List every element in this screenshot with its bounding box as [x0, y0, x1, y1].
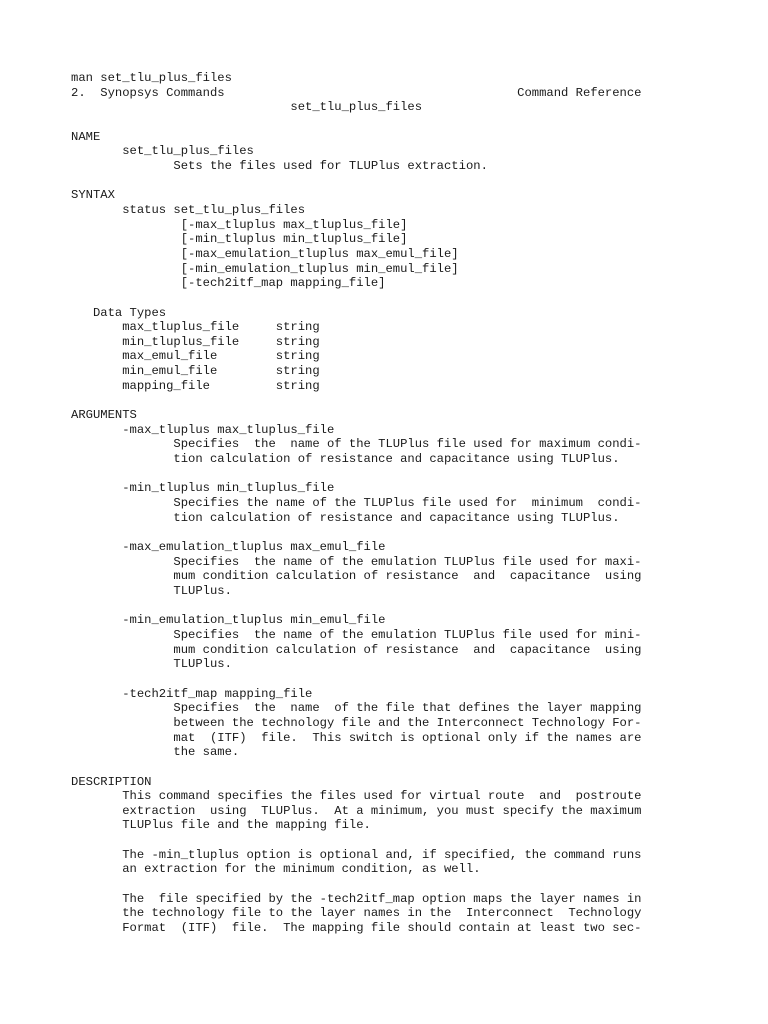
section-heading: SYNTAX: [71, 188, 115, 203]
text-line: status set_tlu_plus_files: [71, 202, 306, 217]
section-heading: NAME: [71, 129, 101, 144]
text-line: the technology file to the layer names in the Interconnect Technology: [71, 906, 642, 921]
text-line: tion calculation of resistance and capacitance using TLUPlus.: [71, 510, 620, 525]
section-heading: ARGUMENTS: [71, 408, 137, 423]
blank-line: [71, 174, 671, 189]
text-line: TLUPlus file and the mapping file.: [71, 818, 371, 833]
blank-line: [71, 599, 671, 614]
text-line: The file specified by the -tech2itf_map option maps the layer names in: [71, 891, 642, 906]
syntax-option: [-tech2itf_map mapping_file]: [71, 276, 386, 291]
text-line: extraction using TLUPlus. At a minimum, you must specify the maximum: [71, 803, 642, 818]
text-line: an extraction for the minimum condition, as well.: [71, 862, 481, 877]
text-line: Specifies the name of the file that defines the layer mapping: [71, 701, 642, 716]
text-line: mat (ITF) file. This switch is optional only if the names are: [71, 730, 642, 745]
text-line: Specifies the name of the TLUPlus file used for maximum condi-: [71, 437, 642, 452]
text-line: between the technology file and the Interconnect Technology For-: [71, 715, 642, 730]
text-line: Specifies the name of the TLUPlus file used for minimum condi-: [71, 496, 642, 511]
syntax-option: [-max_emulation_tluplus max_emul_file]: [71, 246, 459, 261]
text-line: 2. Synopsys Commands Command Reference: [71, 85, 642, 100]
option-term: -min_tluplus min_tluplus_file: [71, 481, 335, 496]
blank-line: [71, 833, 671, 848]
blank-line: [71, 760, 671, 775]
option-term: -max_tluplus max_tluplus_file: [71, 422, 335, 437]
text-line: min_emul_file string: [71, 364, 320, 379]
blank-line: [71, 877, 671, 892]
blank-line: [71, 393, 671, 408]
text-line: set_tlu_plus_files: [71, 144, 254, 159]
command-line: man set_tlu_plus_files: [71, 71, 232, 85]
blank-line: [71, 525, 671, 540]
text-line: tion calculation of resistance and capacitance using TLUPlus.: [71, 452, 620, 467]
text-line: Specifies the name of the emulation TLUPlus file used for maxi-: [71, 554, 642, 569]
blank-line: [71, 291, 671, 306]
blank-line: [71, 467, 671, 482]
blank-line: [71, 115, 671, 130]
text-line: TLUPlus.: [71, 657, 232, 672]
text-line: This command specifies the files used for virtual route and postroute: [71, 789, 642, 804]
blank-line: [71, 672, 671, 687]
text-line: Sets the files used for TLUPlus extraction.: [71, 158, 488, 173]
text-line: max_tluplus_file string: [71, 320, 320, 335]
text-line: mum condition calculation of resistance and capacitance using: [71, 642, 642, 657]
text-line: min_tluplus_file string: [71, 334, 320, 349]
syntax-option: [-min_emulation_tluplus min_emul_file]: [71, 261, 459, 276]
text-line: Data Types: [71, 305, 167, 320]
syntax-option: [-max_tluplus max_tluplus_file]: [71, 217, 408, 232]
text-line: mum condition calculation of resistance and capacitance using: [71, 569, 642, 584]
section-heading: DESCRIPTION: [71, 774, 152, 789]
man-page-document: [71, 71, 671, 936]
text-line: The -min_tluplus option is optional and, if specified, the command runs: [71, 847, 642, 862]
option-term: -min_emulation_tluplus min_emul_file: [71, 613, 386, 628]
text-line: the same.: [71, 745, 240, 760]
text-line: Specifies the name of the emulation TLUPlus file used for mini-: [71, 627, 642, 642]
option-term: -max_emulation_tluplus max_emul_file: [71, 540, 386, 554]
text-line: TLUPlus.: [71, 583, 232, 598]
text-line: set_tlu_plus_files: [71, 100, 423, 115]
syntax-option: [-min_tluplus min_tluplus_file]: [71, 232, 408, 247]
man-page-body: [71, 86, 671, 936]
option-term: -tech2itf_map mapping_file: [71, 686, 313, 701]
text-line: max_emul_file string: [71, 349, 320, 364]
text-line: Format (ITF) file. The mapping file should contain at least two sec-: [71, 921, 642, 936]
text-line: mapping_file string: [71, 378, 320, 393]
